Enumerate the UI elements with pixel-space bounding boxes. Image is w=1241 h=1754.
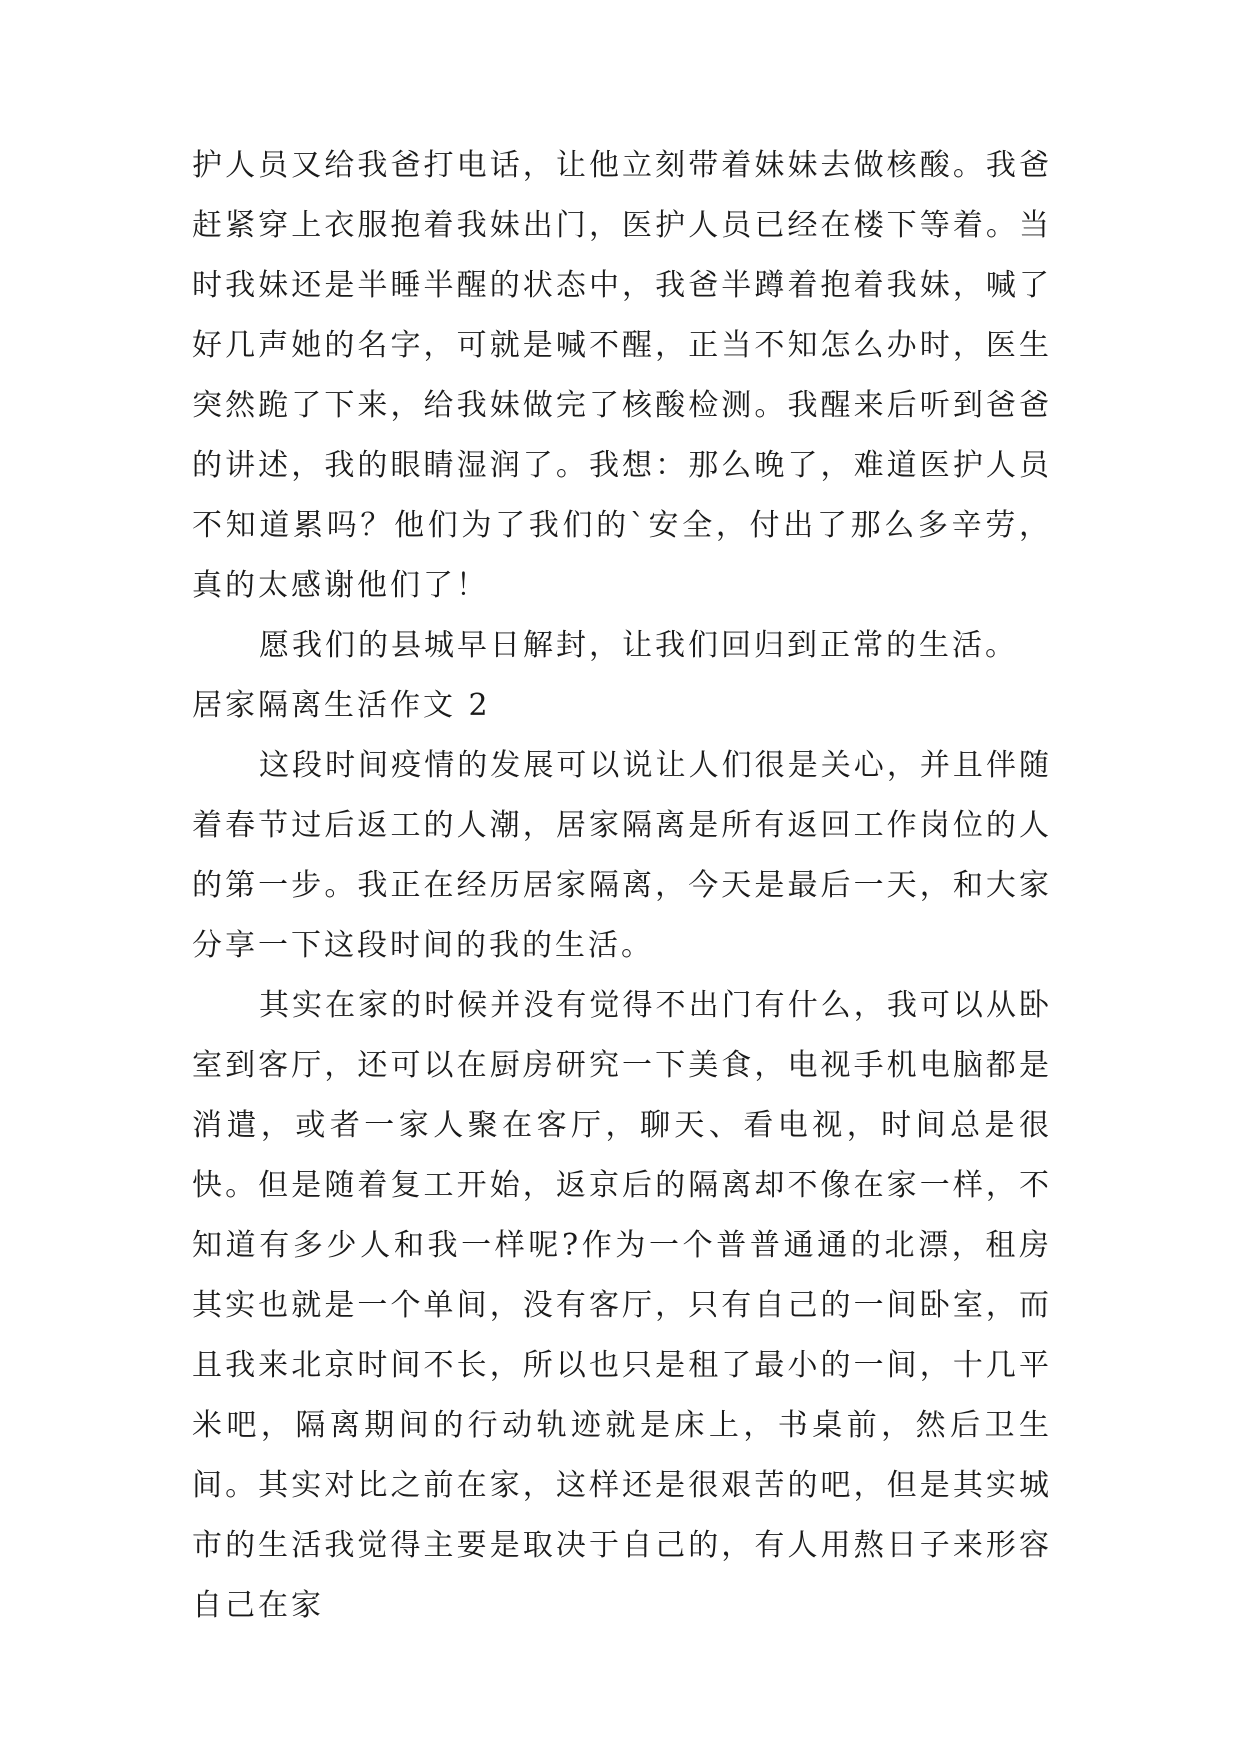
- paragraph-intro: 这段时间疫情的发展可以说让人们很是关心，并且伴随着春节过后返工的人潮，居家隔离是所有返回工作岗位的人的第一步。我正在经历居家隔离，今天是最后一天，和大家分享一下这段时间的我的生活。: [192, 748, 1052, 963]
- paragraph-continuation: 护人员又给我爸打电话，让他立刻带着妹妹去做核酸。我爸赶紧穿上衣服抱着我妹出门，医护人员已经在楼下等着。当时我妹还是半睡半醒的状态中，我爸半蹲着抱着我妹，喊了好几声她的名字，可就是喊不醒，正当不知怎么办时，医生突然跪了下来，给我妹做完了核酸检测。我醒来后听到爸爸的讲述，我的眼睛湿润了。我想：那么晚了，难道医护人员不知道累吗？他们为了我们的`安全，付出了那么多辛劳，真的太感谢他们了！: [192, 148, 1052, 603]
- document-body: [192, 136, 1052, 1636]
- essay-heading: 居家隔离生活作文 2: [192, 688, 491, 723]
- paragraph-wish: 愿我们的县城早日解封，让我们回归到正常的生活。: [259, 628, 1018, 663]
- paragraph-body: 其实在家的时候并没有觉得不出门有什么，我可以从卧室到客厅，还可以在厨房研究一下美食，电视手机电脑都是消遣，或者一家人聚在客厅，聊天、看电视，时间总是很快。但是随着复工开始，返京后的隔离却不像在家一样，不知道有多少人和我一样呢?作为一个普普通通的北漂，租房其实也就是一个单间，没有客厅，只有自己的一间卧室，而且我来北京时间不长，所以也只是租了最小的一间，十几平米吧，隔离期间的行动轨迹就是床上，书桌前，然后卫生间。其实对比之前在家，这样还是很艰苦的吧，但是其实城市的生活我觉得主要是取决于自己的，有人用熬日子来形容自己在家: [192, 988, 1052, 1623]
